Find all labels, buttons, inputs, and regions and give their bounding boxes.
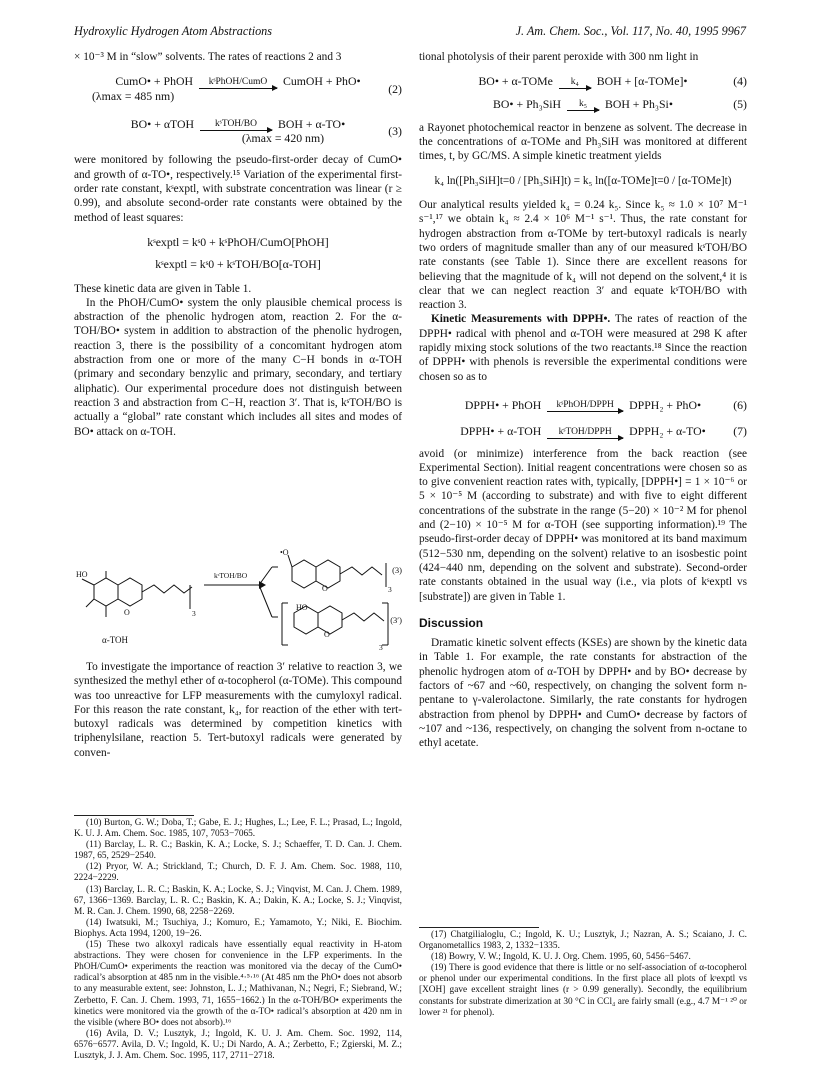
equation-text: kˢexptl = kˢ0 + kˢPhOH/CumO[PhOH] — [147, 234, 329, 249]
footnote: (18) Bowry, V. W.; Ingold, K. U. J. Org. Chem. 1995, 60, 5456−5467. — [431, 952, 691, 963]
paragraph-text: The rates of reaction of the DPPH• radical with phenol and α-TOH were measured at 298 K after rapidly mixing stock solutions of the two reactants.¹⁸ Since the reaction of DPPH• with phenols is reversible the experimental conditions were chosen so as to — [419, 313, 747, 383]
footnote: (12) Pryor, W. A.; Strickland, T.; Church, D. F. J. Am. Chem. Soc. 1988, 110, 2224−2229. — [74, 862, 402, 884]
eq-wavelength: (λmax = 485 nm) — [92, 88, 175, 103]
eq-rhs: BOH + [α-TOMe]• — [596, 74, 688, 89]
left-column — [74, 50, 402, 439]
paragraph: a Rayonet photochemical reactor in benzene as solvent. The decrease in the concentrations of α-TOMe and Ph₃SiH was monitored at different times, t, by GC/MS. A simple kinetic treatment yields — [419, 121, 747, 163]
equation-2 — [74, 74, 402, 103]
equation-number: (2) — [388, 81, 402, 96]
footnote: (14) Iwatsuki, M.; Tsuchiya, J.; Komuro, E.; Yamamoto, Y.; Niki, E. Biochim. Biophys. Acta 1994, 1200, 19−26. — [74, 917, 402, 939]
svg-text:O: O — [322, 584, 328, 593]
rate-constant-label: k₅ — [578, 98, 588, 109]
paragraph: To investigate the importance of reaction 3′ relative to reaction 3, we synthesized the methyl ether of α-tocopherol (α-TOMe). This compound was too unreactive for LFP measurements with the cumyloxyl radical. For this reason the rate constant, k₄, for reaction of the ether with tert-butoxyl radicals was determined by competition kinetics with triphenylsilane, reaction 5. Tert-butoxyl radicals were generated by conven- — [74, 661, 402, 759]
equation-number: (6) — [733, 397, 747, 412]
footnote: (15) These two alkoxyl radicals have essentially equal reactivity in H-atom abstractions. They were chosen for convenience in the LFP experiments. In the PhOH/CumO• experiments the reaction was monitored via the decay of the CumO• radical’s absorption at 485 nm in the visible.⁴·⁵·¹⁶ (At 485 nm the PhO• does not absorb to any measurable extent, see: Johnston, L. J.; Mathivanan, N.; Negri, F.; Siebrand, W.; Zerbetto, F. Can. J. Chem. 1993, 71, 1655−1662.) In the α-TOH/BO• experiments the kinetics were monitored via the growth of the α-TO• radical’s absorption at 420 nm in the visible (where BO• does not absorb).¹⁶ — [74, 940, 402, 1028]
scheme-rate-label: kˢTOH/BO — [214, 571, 248, 580]
aromatic-ring — [94, 578, 118, 606]
right-column — [419, 50, 747, 750]
paragraph — [419, 312, 747, 383]
section-heading: Discussion — [419, 615, 484, 630]
equation-text: kˢexptl = kˢ0 + kˢTOH/BO[α-TOH] — [155, 257, 321, 272]
footnote: (10) Burton, G. W.; Doba, T.; Gabe, E. J.; Hughes, L.; Lee, F. L.; Prasad, L.; Ingold, K. U. J. Am. Chem. Soc. 1985, 107, 7053−7065. — [74, 818, 402, 840]
rate-constant-label: kˢTOH/DPPH — [558, 426, 612, 437]
eq-lhs: BO• + α-TOMe — [478, 74, 553, 89]
left-column-continued — [74, 660, 402, 760]
chroman-ring — [118, 578, 142, 606]
equation-number: (5) — [733, 96, 747, 111]
paragraph: These kinetic data are given in Table 1. — [74, 282, 252, 295]
running-header — [74, 24, 746, 40]
eq-lhs: BO• + Ph₃SiH — [493, 96, 562, 111]
equation-ln — [419, 174, 747, 188]
reactant-label: α-TOH — [102, 635, 129, 645]
equation-lsq-2 — [74, 257, 402, 271]
eq-lhs: CumO• + PhOH — [115, 74, 194, 89]
equation-6 — [419, 398, 747, 412]
equation-5 — [419, 97, 747, 111]
eq-lhs: BO• + αTOH — [130, 116, 195, 131]
scheme-number-3prime: (3′) — [390, 615, 402, 625]
footnote-rule — [419, 927, 539, 928]
footnote: (17) Chatgilialoglu, C.; Ingold, K. U.; Lusztyk, J.; Nazran, A. S.; Scaiano, J. C. Organometallics 1983, 2, 1332−1335. — [419, 930, 747, 952]
footnotes-left — [74, 818, 402, 1062]
svg-text:O: O — [124, 608, 130, 617]
footnote-rule — [74, 815, 194, 816]
eq-rhs: CumOH + PhO• — [282, 74, 361, 89]
subscript-n: 3 — [192, 609, 196, 618]
paragraph: Dramatic kinetic solvent effects (KSEs) are shown by the kinetic data in Table 1. For example, the rate constants for abstraction of the phenolic hydrogen atom of α-TOH by DPPH• and by BO• decrease by factors of ~67 and ~60, respectively, on changing the solvent form n-pentane to γ-valerolactone. Similarly, the rate constants for hydrogen abstraction from phenol by DPPH• and CumO• decrease by factors of ~107 and ~136, respectively, on changing the solvent from n-octane to ethyl acetate. — [419, 637, 747, 750]
eq-rhs: BOH + α-TO• — [277, 116, 346, 131]
eq-lhs: DPPH• + α-TOH — [460, 424, 542, 439]
svg-text:HO: HO — [296, 603, 308, 612]
subscript-n: 3 — [388, 585, 392, 594]
equation-7 — [419, 424, 747, 438]
rate-constant-label: k₄ — [570, 76, 579, 87]
footnotes-right — [419, 930, 747, 1019]
equation-4 — [419, 74, 747, 88]
scheme-number-3: (3) — [392, 565, 402, 575]
equation-lsq-1 — [74, 235, 402, 249]
subsection-heading: Kinetic Measurements with DPPH•. — [431, 313, 611, 326]
footnote: (19) There is good evidence that there is little or no self-association of α-tocopherol or phenol under our experimental conditions. In the first place all plots of kˢexptl vs [XOH] gave excellent straight lines (r > 0.99 generally). Secondly, the equilibrium constants for substrate dimerization at 30 °C in CCl₄ are fairly small (e.g., 4.7 M⁻¹ ²⁰ or lower ²¹ for phenol). — [419, 963, 747, 1018]
footnote: (13) Barclay, L. R. C.; Baskin, K. A.; Locke, S. J.; Vinqvist, M. Can. J. Chem. 1989, 67, 1366−1369. Barclay, L. R. C.; Baskin, K. A.; Dakin, K. A.; Locke, S. J.; Vinqvist, M. R. Can. J. Chem. 1990, 68, 2258−2269. — [74, 884, 402, 917]
svg-text:•O: •O — [280, 548, 289, 557]
equation-number: (4) — [733, 74, 747, 89]
rate-constant-label: kˢPhOH/DPPH — [556, 400, 614, 411]
svg-text:O: O — [324, 630, 330, 639]
paragraph: tional photolysis of their parent peroxide with 300 nm light in — [419, 51, 699, 63]
eq-wavelength: (λmax = 420 nm) — [241, 131, 325, 146]
equation-number: (3) — [388, 124, 402, 139]
equation-number: (7) — [733, 424, 747, 439]
footnote: (16) Avila, D. V.; Lusztyk, J.; Ingold, K. U. J. Am. Chem. Soc. 1992, 114, 6576−6577. Avila, D. V.; Ingold, K. U.; Di Nardo, A. A.; Zerbetto, F.; Zgierski, M. Z.; Lusztyk, J. J. Am. Chem. Soc. 1995, 117, 2711−2718. — [74, 1028, 402, 1061]
running-title: Hydroxylic Hydrogen Atom Abstractions — [74, 24, 273, 38]
paragraph: were monitored by following the pseudo-first-order decay of CumO• and growth of α-TO•, respectively.¹⁵ Variation of the experimental first-order rate constant, kˢexptl, with substrate concentration was linear (r ≥ 0.99), and absolute second-order rate constants were obtained by the method of least squares: — [74, 154, 402, 224]
rate-constant-label: kˢPhOH/CumO — [208, 76, 268, 87]
paragraph: In the PhOH/CumO• system the only plausible chemical process is abstraction of the phenolic hydrogen atom, reaction 2. For the α-TOH/BO• system in addition to abstraction of the phenolic hydrogen, reaction 3, there is the possibility of a concomitant hydrogen atom abstraction from one or more of the many C−H bonds in α-TOH (primary and secondary benzylic and primary, secondary, and tertiary aliphatic). Our experimental procedure does not distinguish between reaction 3 and abstraction from C−H, reaction 3′. That is, kˢTOH/BO is actually a “global” rate constant which includes all sites and modes of BO• attack on α-TOH. — [74, 296, 402, 438]
footnote: (11) Barclay, L. R. C.; Baskin, K. A.; Locke, S. J.; Schaeffer, T. D. Can. J. Chem. 1987, 65, 2529−2540. — [74, 840, 402, 862]
svg-text:HO: HO — [76, 570, 88, 579]
equation-3 — [74, 117, 402, 146]
reaction-scheme — [74, 545, 402, 655]
eq-rhs: DPPH₂ + PhO• — [629, 397, 702, 412]
equation-text: k₄ ln([Ph₃SiH]t=0 / [Ph₃SiH]t) = k₅ ln([α-TOMe]t=0 / [α-TOMe]t) — [434, 174, 732, 187]
subscript-n: 3 — [379, 643, 383, 652]
eq-rhs: DPPH₂ + α-TO• — [629, 424, 706, 439]
eq-rhs: BOH + Ph₃Si• — [604, 96, 673, 111]
eq-lhs: DPPH• + PhOH — [464, 397, 542, 412]
paragraph: × 10⁻³ M in “slow” solvents. The rates of reactions 2 and 3 — [74, 51, 342, 63]
paragraph: avoid (or minimize) interference from the back reaction (see Experimental Section). Initial reagent concentrations were chosen so as to give convenient reaction rates with, typically, [DPPH•] = 1 × 10⁻⁶ or 5 × 10⁻⁵ M (according to substrate) and with five to eight different concentrations of the substrate in the range (5−20) × 10⁻² M for phenol and (2−10) × 10⁻⁵ M for α-TOH (see supporting information).¹⁹ The pseudo-first-order decay of DPPH• was monitored at its band maximum (512−530 nm, depending on the solvent) relative to an isosbestic point (424−440 nm, depending on the solvent and substrate). Second-order rate constants obtained in the usual way (i.e., via plots of kˢexptl vs [substrate]) are given in Table 1. — [419, 447, 747, 603]
journal-citation: J. Am. Chem. Soc., Vol. 117, No. 40, 1995 9967 — [515, 24, 746, 38]
rate-constant-label: kˢTOH/BO — [215, 119, 258, 130]
paragraph: Our analytical results yielded k₄ = 0.24 k₅. Since k₅ ≈ 1.0 × 10⁷ M⁻¹ s⁻¹,¹⁷ we obtain k₄ ≈ 2.4 × 10⁶ M⁻¹ s⁻¹. Thus, the rate constant for hydrogen abstraction from α-TOMe by tert-butoxyl radicals is nearly two orders of magnitude smaller than any of our measured kˢTOH/BO rate constants (see Table 1). Since there are excellent reasons for believing that the magnitude of k₄ will not depend on the solvent,⁴ it is clear that we can neglect reaction 3′ and equate kˢTOH/BO with reaction 3. — [419, 199, 747, 312]
